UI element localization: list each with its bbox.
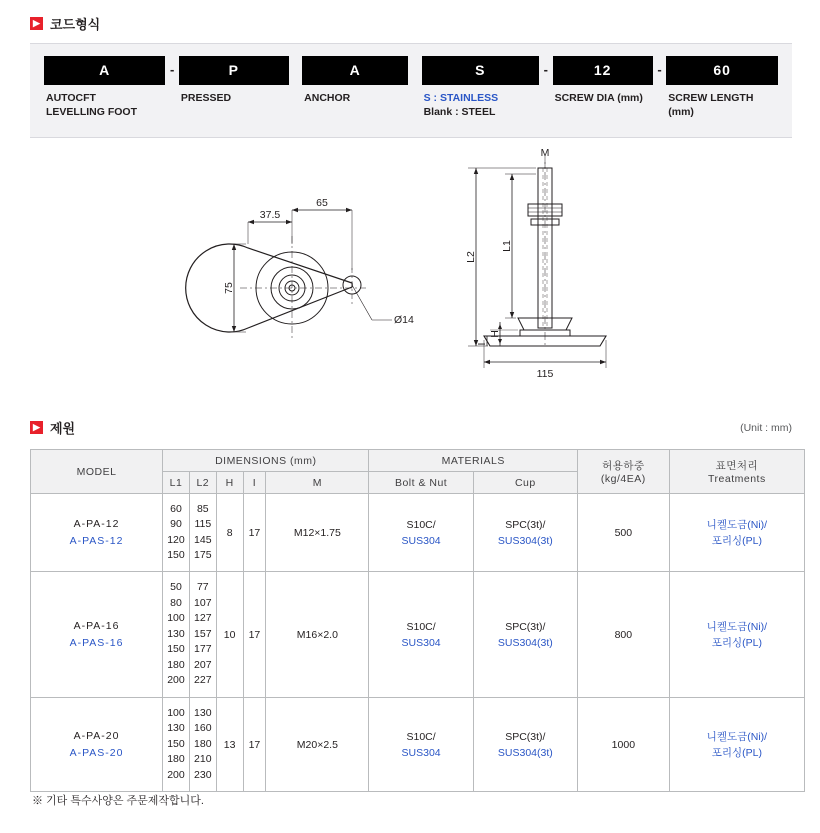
cell-m: M20×2.5 [266,698,369,792]
label-i: I [476,342,488,346]
blank-steel-label: Blank : STEEL [423,106,496,118]
cell-treatments: 니켈도금(Ni)/ 포리싱(PL) [669,494,804,572]
bullet-icon: ▶ [30,421,43,434]
th-model: MODEL [31,450,163,494]
code-desc-autocft: AUTOCFT LEVELLING FOOT [46,92,137,118]
cell-bolt-nut: S10C/ SUS304 [369,698,473,792]
unit-note: (Unit : mm) [740,422,792,434]
cell-l2: 130 160 180 210 230 [189,698,216,792]
spec-title: 제원 [50,421,76,436]
table-row [31,698,805,792]
cell-l1: 50 80 100 130 150 180 200 [163,572,190,698]
label-m: M [540,147,550,159]
code-format-row [44,56,778,119]
code-cell-screw-dia [553,56,653,105]
technical-drawings [0,140,820,390]
code-separator-blank-1 [289,56,302,62]
th-i: I [243,472,266,494]
table-header-row-1 [31,450,805,472]
code-cell-anchor [302,56,408,105]
cell-l1: 60 90 120 150 [163,494,190,572]
cell-h: 13 [216,698,243,792]
th-l1: L1 [163,472,190,494]
code-format-panel [30,43,792,138]
cell-i: 17 [243,698,266,792]
cell-l2: 77 107 127 157 177 207 227 [189,572,216,698]
label-h: H [489,330,501,338]
drawing-svg [0,140,820,390]
cell-cup: SPC(3t)/ SUS304(3t) [473,572,577,698]
footnote: ※ 기타 특수사양은 주문제작합니다. [32,795,204,807]
dim-65: 65 [316,197,328,209]
cell-i: 17 [243,494,266,572]
spec-heading [30,418,805,437]
code-separator-1: - [169,62,175,77]
dim-115: 115 [536,368,554,380]
th-l2: L2 [189,472,216,494]
code-separator-3: - [657,62,662,77]
cell-load: 1000 [577,698,669,792]
th-dimensions: DIMENSIONS (mm) [163,450,369,472]
label-l2: L2 [465,251,477,263]
code-desc-screw-length: SCREW LENGTH (mm) [668,92,754,118]
code-format-title: 코드형식 [50,17,101,32]
th-materials: MATERIALS [369,450,577,472]
code-box-anchor: A [302,56,408,85]
code-separator-blank-2 [408,56,421,62]
spec-section [30,418,805,792]
cell-m: M16×2.0 [266,572,369,698]
code-desc-anchor: ANCHOR [304,92,351,104]
stainless-s-label: S [423,92,431,104]
th-m: M [266,472,369,494]
th-load: 허용하중 (kg/4EA) [577,450,669,494]
stainless-text: : STAINLESS [433,92,499,104]
cell-model: A-PA-16 A-PAS-16 [31,572,163,698]
spec-table [30,449,805,792]
th-cup: Cup [473,472,577,494]
th-bolt-nut: Bolt & Nut [369,472,473,494]
cell-bolt-nut: S10C/ SUS304 [369,572,473,698]
code-separator-2: - [543,62,549,77]
cell-cup: SPC(3t)/ SUS304(3t) [473,494,577,572]
code-box-screw-dia: 12 [553,56,653,85]
cell-m: M12×1.75 [266,494,369,572]
bullet-icon: ▶ [30,17,43,30]
cell-load: 500 [577,494,669,572]
cell-treatments: 니켈도금(Ni)/ 포리싱(PL) [669,572,804,698]
top-view-drawing [186,208,392,340]
cell-l2: 85 115 145 175 [189,494,216,572]
cell-cup: SPC(3t)/ SUS304(3t) [473,698,577,792]
cell-h: 10 [216,572,243,698]
cell-l1: 100 130 150 180 200 [163,698,190,792]
code-desc-stainless [422,91,540,119]
code-cell-autocft [44,56,165,119]
code-format-section [30,14,792,138]
code-cell-pressed [179,56,289,105]
dim-37-5: 37.5 [259,209,281,221]
cell-treatments: 니켈도금(Ni)/ 포리싱(PL) [669,698,804,792]
code-desc-screw-dia: SCREW DIA (mm) [554,92,643,104]
code-cell-screw-length [666,56,778,119]
cell-model: A-PA-12 A-PAS-12 [31,494,163,572]
cell-model: A-PA-20 A-PAS-20 [31,698,163,792]
th-treatments: 표면처리 Treatments [669,450,804,494]
th-h: H [216,472,243,494]
dim-hole-14: Ø14 [394,314,414,326]
dim-75: 75 [223,282,235,294]
code-cell-stainless [422,56,540,119]
cell-bolt-nut: S10C/ SUS304 [369,494,473,572]
code-box-screw-length: 60 [666,56,778,85]
code-box-stainless: S [422,56,540,85]
code-format-heading [30,14,792,33]
table-row [31,494,805,572]
code-desc-pressed: PRESSED [180,92,232,104]
cell-i: 17 [243,572,266,698]
table-row [31,572,805,698]
label-l1: L1 [501,240,513,252]
cell-load: 800 [577,572,669,698]
code-box-pressed: P [179,56,289,85]
code-box-autocft: A [44,56,165,85]
cell-h: 8 [216,494,243,572]
